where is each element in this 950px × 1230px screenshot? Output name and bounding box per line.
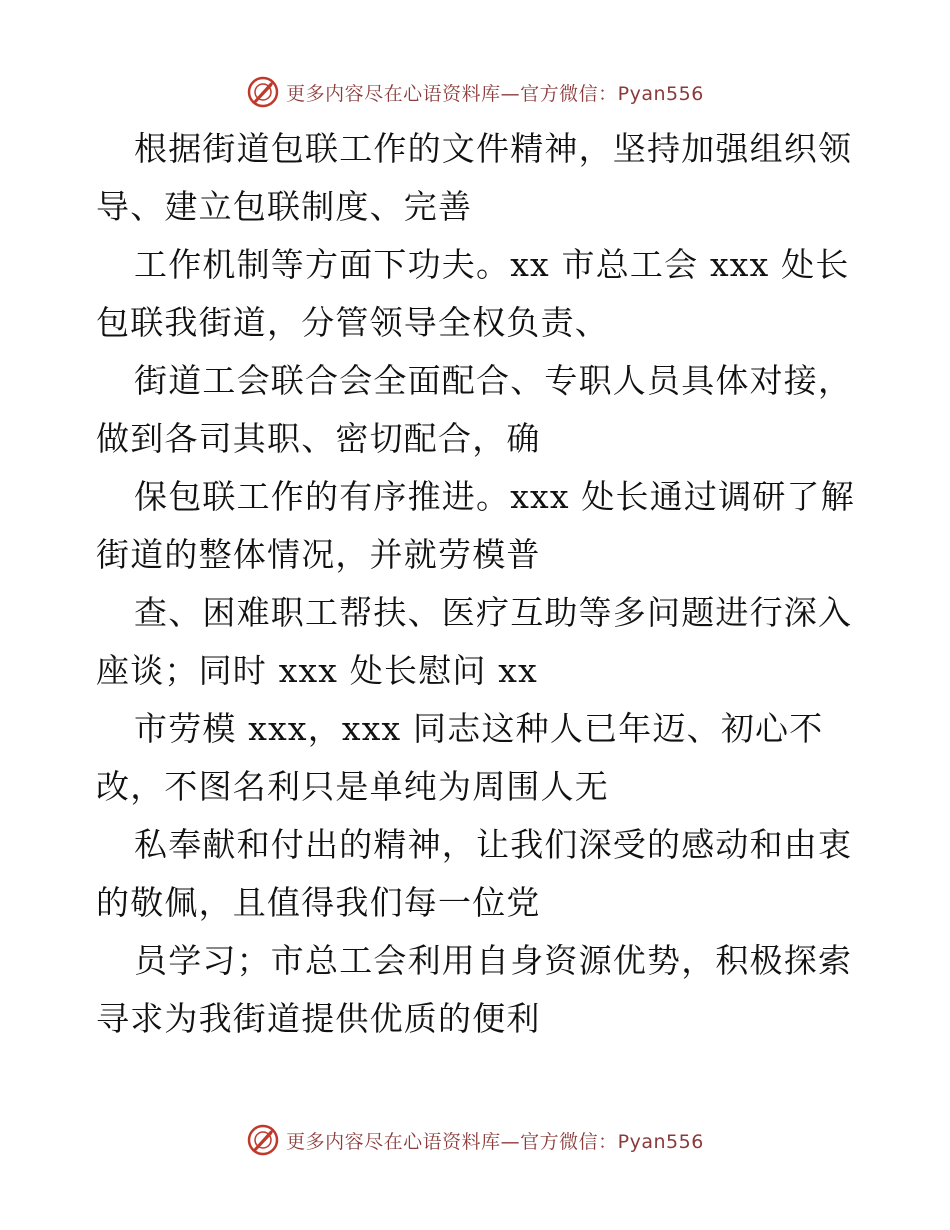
paragraph-line: 查、困难职工帮扶、医疗互助等多问题进行深入 xyxy=(134,593,853,632)
paragraph-line: 寻求为我街道提供优质的便利 xyxy=(96,999,541,1038)
paragraph-line: 街道工会联合会全面配合、专职人员具体对接， xyxy=(134,361,853,400)
footer-banner-text: 更多内容尽在心语资料库—官方微信：Pyan556 xyxy=(286,1130,704,1153)
paragraph-line: 街道的整体情况，并就劳模普 xyxy=(96,535,541,574)
quill-seal-icon xyxy=(246,75,280,109)
paragraph-line: 员学习；市总工会利用自身资源优势，积极探索 xyxy=(134,941,853,980)
paragraph-line: 私奉献和付出的精神，让我们深受的感动和由衷 xyxy=(134,825,853,864)
quill-seal-icon xyxy=(246,1123,280,1157)
paragraph-line: 保包联工作的有序推进。xxx 处长通过调研了解 xyxy=(134,477,855,516)
paragraph-line: 改，不图名利只是单纯为周围人无 xyxy=(96,767,609,806)
paragraph-line: 根据街道包联工作的文件精神，坚持加强组织领 xyxy=(134,129,853,168)
paragraph-line: 市劳模 xxx，xxx 同志这种人已年迈、初心不 xyxy=(134,709,824,748)
document-body xyxy=(96,120,856,1048)
header-banner-text: 更多内容尽在心语资料库—官方微信：Pyan556 xyxy=(286,82,704,105)
header-banner xyxy=(0,72,950,112)
paragraph-line: 做到各司其职、密切配合，确 xyxy=(96,419,541,458)
footer-banner xyxy=(0,1120,950,1160)
paragraph-line: 导、建立包联制度、完善 xyxy=(96,187,473,226)
paragraph-line: 的敬佩，且值得我们每一位党 xyxy=(96,883,541,922)
paragraph-line: 工作机制等方面下功夫。xx 市总工会 xxx 处长 xyxy=(134,245,850,284)
paragraph-line: 包联我街道，分管领导全权负责、 xyxy=(96,303,609,342)
paragraph-line: 座谈；同时 xxx 处长慰问 xx xyxy=(96,651,538,690)
